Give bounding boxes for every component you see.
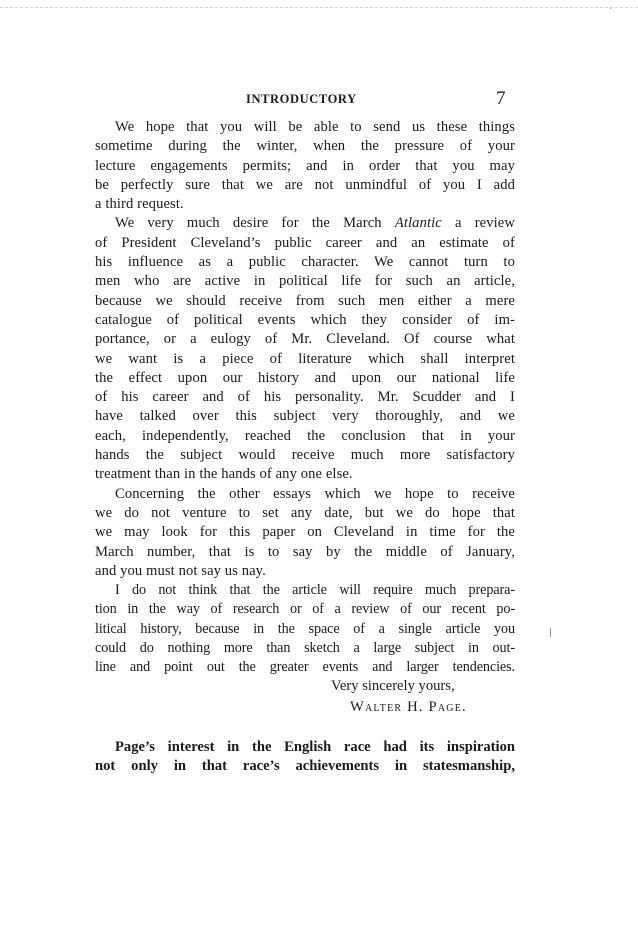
scan-edge-line <box>0 7 638 8</box>
text-line: catalogue of political events which they consider of im- <box>95 311 515 328</box>
text-line: the effect upon our history and upon our national life <box>95 369 515 386</box>
italic-title: Atlantic <box>394 215 442 232</box>
text-line-with-italic <box>95 214 515 233</box>
text-line: Page’s interest in the English race had its inspiration <box>115 739 515 755</box>
text-line: his influence as a public character. We cannot turn to <box>95 254 515 271</box>
page-number: 7 <box>496 88 506 109</box>
text-line: not only in that race’s achievements in statesmanship, <box>95 758 515 775</box>
text-line: I do not think that the article will require much prepara- <box>115 582 515 599</box>
text-line: tion in the way of research or of a review of our recent po- <box>95 601 515 618</box>
page-header <box>0 88 638 110</box>
scan-corner-mark: · <box>609 4 613 15</box>
text-line: litical history, because in the space of a single article you <box>95 620 515 637</box>
margin-mark <box>550 628 551 637</box>
text-line: treatment than in the hands of any one else. <box>95 466 353 483</box>
text-line: men who are active in political life for such an article, <box>95 273 515 290</box>
text-line: each, independently, reached the conclusion that in your <box>95 427 515 444</box>
text-line: Concerning the other essays which we hope to receive <box>115 485 515 502</box>
text-line: portance, or a eulogy of Mr. Cleveland. Of course what <box>95 331 515 348</box>
text-line: have talked over this subject very thoroughly, and we <box>95 408 515 425</box>
text-line: line and point out the greater events and larger tendencies. <box>95 659 515 676</box>
text-line: of his career and of his personality. Mr. Scudder and I <box>95 389 515 406</box>
text-line: hands the subject would receive much more satisfactory <box>95 447 515 464</box>
letter-signature: Walter H. Page. <box>350 699 467 715</box>
letter-body <box>95 118 515 678</box>
text-line: and you must not say us nay. <box>95 562 266 579</box>
text-line: we want is a piece of literature which shall interpret <box>95 350 515 367</box>
text-line: We hope that you will be able to send us these things <box>115 119 515 135</box>
text-line: we do not venture to set any date, but we do hope that <box>95 504 515 521</box>
narrative-body <box>95 738 515 777</box>
text-segment: We very much desire for the March <box>115 215 382 232</box>
running-head: INTRODUCTORY <box>246 92 357 106</box>
text-line: lecture engagements permits; and in order that you may <box>95 157 515 174</box>
text-line: sometime during the winter, when the pressure of your <box>95 138 515 155</box>
text-line: of President Cleveland’s public career and an estimate of <box>95 234 515 251</box>
text-line: a third request. <box>95 196 184 213</box>
text-line: we may look for this paper on Cleveland in time for the <box>95 524 515 541</box>
letter-closing: Very sincerely yours, <box>331 678 455 694</box>
text-segment: a review <box>441 215 516 232</box>
text-line: be perfectly sure that we are not unmindful of you I add <box>95 176 515 193</box>
text-line: because we should receive from such men either a mere <box>95 292 515 309</box>
text-line: March number, that is to say by the middle of January, <box>95 543 515 560</box>
text-line: could do nothing more than sketch a large subject in out- <box>95 640 515 657</box>
